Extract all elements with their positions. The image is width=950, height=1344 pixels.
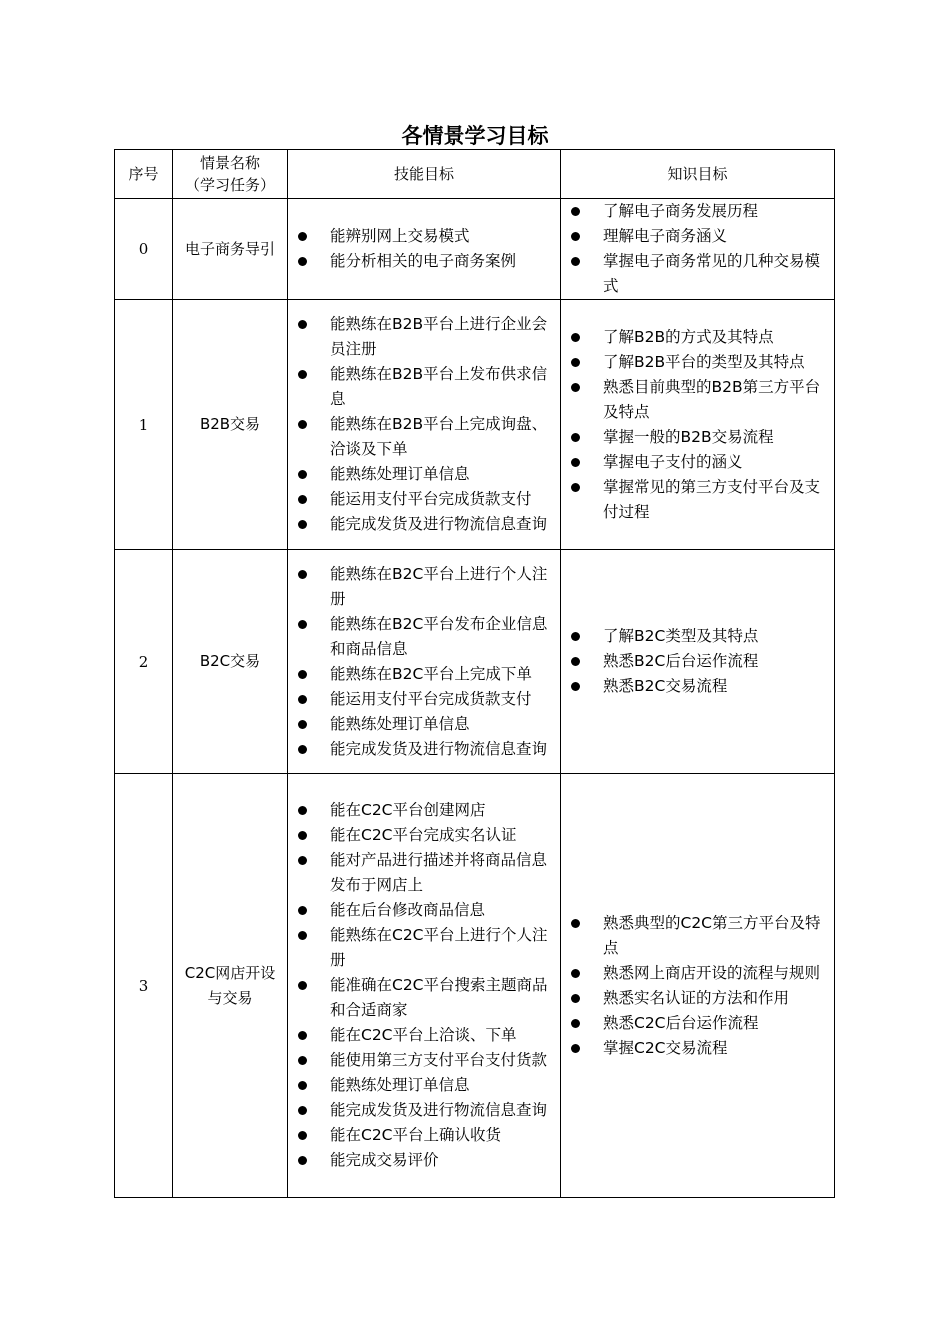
header-skill: 技能目标 <box>288 150 561 199</box>
knowledge-item: 了解电子商务发展历程 <box>561 199 834 224</box>
knowledge-item: 理解电子商务涵义 <box>561 224 834 249</box>
knowledge-item: 熟悉B2C后台运作流程 <box>561 649 834 674</box>
knowledge-item: 熟悉B2C交易流程 <box>561 674 834 699</box>
knowledge-item: 了解B2C类型及其特点 <box>561 624 834 649</box>
knowledge-item: 熟悉网上商店开设的流程与规则 <box>561 961 834 986</box>
row-number: 3 <box>115 774 173 1198</box>
skill-item: 能在C2C平台上确认收货 <box>288 1123 560 1148</box>
table-row <box>115 550 835 774</box>
skill-item: 能完成发货及进行物流信息查询 <box>288 737 560 762</box>
knowledge-list <box>561 911 834 1061</box>
table-row <box>115 199 835 300</box>
knowledge-item: 掌握电子支付的涵义 <box>561 450 834 475</box>
skill-item: 能分析相关的电子商务案例 <box>288 249 560 274</box>
knowledge-item: 掌握一般的B2B交易流程 <box>561 425 834 450</box>
knowledge-item: 掌握常见的第三方支付平台及支付过程 <box>561 475 834 525</box>
skill-item: 能运用支付平台完成货款支付 <box>288 487 560 512</box>
knowledge-list <box>561 624 834 699</box>
skill-item: 能熟练在B2B平台上进行企业会员注册 <box>288 312 560 362</box>
skill-item: 能熟练在B2B平台上发布供求信息 <box>288 362 560 412</box>
knowledge-cell <box>561 774 835 1198</box>
knowledge-cell <box>561 199 835 300</box>
page-title: 各情景学习目标 <box>401 124 549 148</box>
skill-list <box>288 798 560 1173</box>
skill-list <box>288 312 560 537</box>
skill-cell <box>288 774 561 1198</box>
skill-item: 能完成交易评价 <box>288 1148 560 1173</box>
skill-item: 能运用支付平台完成货款支付 <box>288 687 560 712</box>
knowledge-list <box>561 325 834 525</box>
skill-item: 能熟练在B2B平台上完成询盘、洽谈及下单 <box>288 412 560 462</box>
skill-item: 能完成发货及进行物流信息查询 <box>288 1098 560 1123</box>
skill-item: 能熟练在B2C平台发布企业信息和商品信息 <box>288 612 560 662</box>
skill-item: 能熟练在C2C平台上进行个人注册 <box>288 923 560 973</box>
skill-item: 能对产品进行描述并将商品信息发布于网店上 <box>288 848 560 898</box>
skill-item: 能在C2C平台创建网店 <box>288 798 560 823</box>
knowledge-item: 掌握电子商务常见的几种交易模式 <box>561 249 834 299</box>
skill-item: 能熟练在B2C平台上完成下单 <box>288 662 560 687</box>
header-name-line1: 情景名称 <box>199 154 260 172</box>
skill-cell <box>288 300 561 550</box>
skill-item: 能在后台修改商品信息 <box>288 898 560 923</box>
row-number: 0 <box>115 199 173 300</box>
header-knowledge: 知识目标 <box>561 150 835 199</box>
table-row <box>115 774 835 1198</box>
knowledge-item: 熟悉C2C后台运作流程 <box>561 1011 834 1036</box>
knowledge-item: 熟悉实名认证的方法和作用 <box>561 986 834 1011</box>
knowledge-cell <box>561 300 835 550</box>
scenario-name: C2C网店开设与交易 <box>173 774 288 1198</box>
scenario-name: B2C交易 <box>173 550 288 774</box>
skill-item: 能辨别网上交易模式 <box>288 224 560 249</box>
skill-item: 能完成发货及进行物流信息查询 <box>288 512 560 537</box>
knowledge-cell <box>561 550 835 774</box>
skill-item: 能熟练处理订单信息 <box>288 462 560 487</box>
skill-item: 能在C2C平台上洽谈、下单 <box>288 1023 560 1048</box>
skill-item: 能熟练在B2C平台上进行个人注册 <box>288 562 560 612</box>
header-name-line2: （学习任务） <box>184 176 275 194</box>
skill-item: 能准确在C2C平台搜索主题商品和合适商家 <box>288 973 560 1023</box>
knowledge-list <box>561 199 834 299</box>
knowledge-item: 熟悉典型的C2C第三方平台及特点 <box>561 911 834 961</box>
row-number: 2 <box>115 550 173 774</box>
header-num: 序号 <box>115 150 173 199</box>
skill-list <box>288 562 560 762</box>
knowledge-item: 熟悉目前典型的B2B第三方平台及特点 <box>561 375 834 425</box>
skill-item: 能使用第三方支付平台支付货款 <box>288 1048 560 1073</box>
knowledge-item: 了解B2B平台的类型及其特点 <box>561 350 834 375</box>
skill-item: 能熟练处理订单信息 <box>288 1073 560 1098</box>
scenario-name: B2B交易 <box>173 300 288 550</box>
skill-cell <box>288 199 561 300</box>
knowledge-item: 了解B2B的方式及其特点 <box>561 325 834 350</box>
skill-item: 能熟练处理订单信息 <box>288 712 560 737</box>
row-number: 1 <box>115 300 173 550</box>
table-row <box>115 300 835 550</box>
learning-goals-table <box>114 149 835 1198</box>
header-row <box>115 150 835 199</box>
knowledge-item: 掌握C2C交易流程 <box>561 1036 834 1061</box>
skill-cell <box>288 550 561 774</box>
skill-item: 能在C2C平台完成实名认证 <box>288 823 560 848</box>
scenario-name: 电子商务导引 <box>173 199 288 300</box>
header-name <box>173 150 288 199</box>
skill-list <box>288 224 560 274</box>
